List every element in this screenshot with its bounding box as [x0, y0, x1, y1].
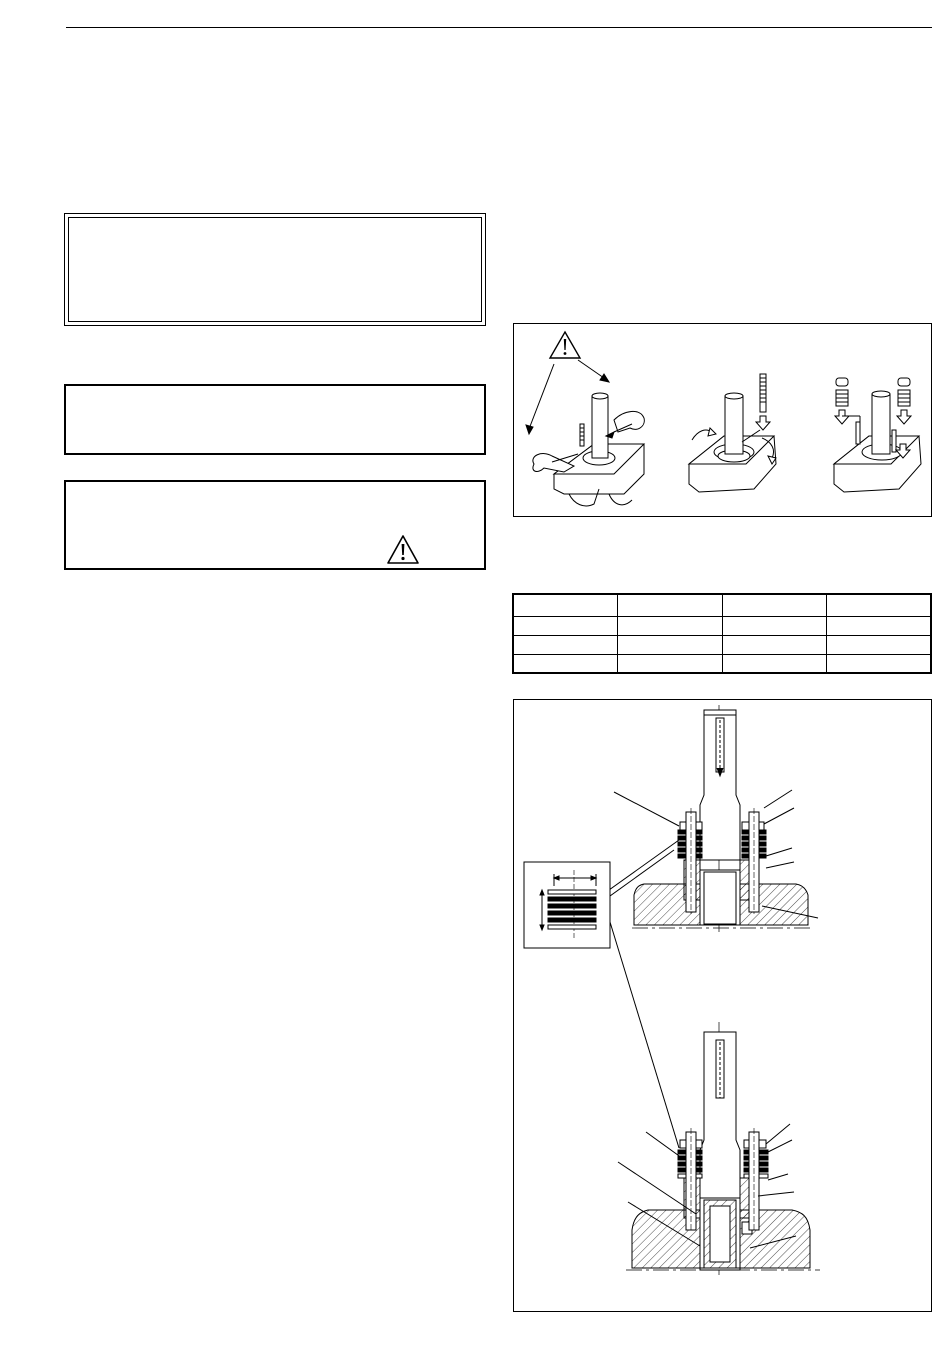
section-views-figure: [513, 699, 932, 1312]
table-cell: [827, 635, 932, 654]
table-cell: [618, 635, 723, 654]
table-cell: [722, 616, 827, 635]
warning-triangle-icon: [386, 534, 420, 566]
table-cell: [827, 616, 932, 635]
table-header-row: [513, 594, 931, 616]
step-3-drawing: [834, 378, 921, 492]
spec-table: [512, 593, 932, 674]
table-cell: [722, 635, 827, 654]
header-rule: [66, 27, 932, 28]
note-box-inner: [68, 217, 482, 322]
table-cell: [827, 654, 932, 673]
table-header-cell: [827, 594, 932, 616]
table-row: [513, 616, 931, 635]
table-cell: [618, 616, 723, 635]
table-row: [513, 654, 931, 673]
table-cell: [513, 616, 618, 635]
table-cell: [513, 635, 618, 654]
assembly-steps-figure: [513, 323, 932, 517]
table-header-cell: [513, 594, 618, 616]
note-box: [64, 213, 486, 326]
table-header-cell: [618, 594, 723, 616]
table-cell: [722, 654, 827, 673]
warning-box: [64, 480, 486, 570]
caution-box: [64, 384, 486, 455]
table-row: [513, 635, 931, 654]
table-cell: [618, 654, 723, 673]
table-header-cell: [722, 594, 827, 616]
lower-section-view: [618, 1022, 820, 1275]
step-1-drawing: [533, 393, 644, 506]
warning-triangle-icon: [550, 332, 580, 358]
table-cell: [513, 654, 618, 673]
step-2-drawing: [689, 374, 776, 492]
upper-section-view: [609, 705, 818, 932]
